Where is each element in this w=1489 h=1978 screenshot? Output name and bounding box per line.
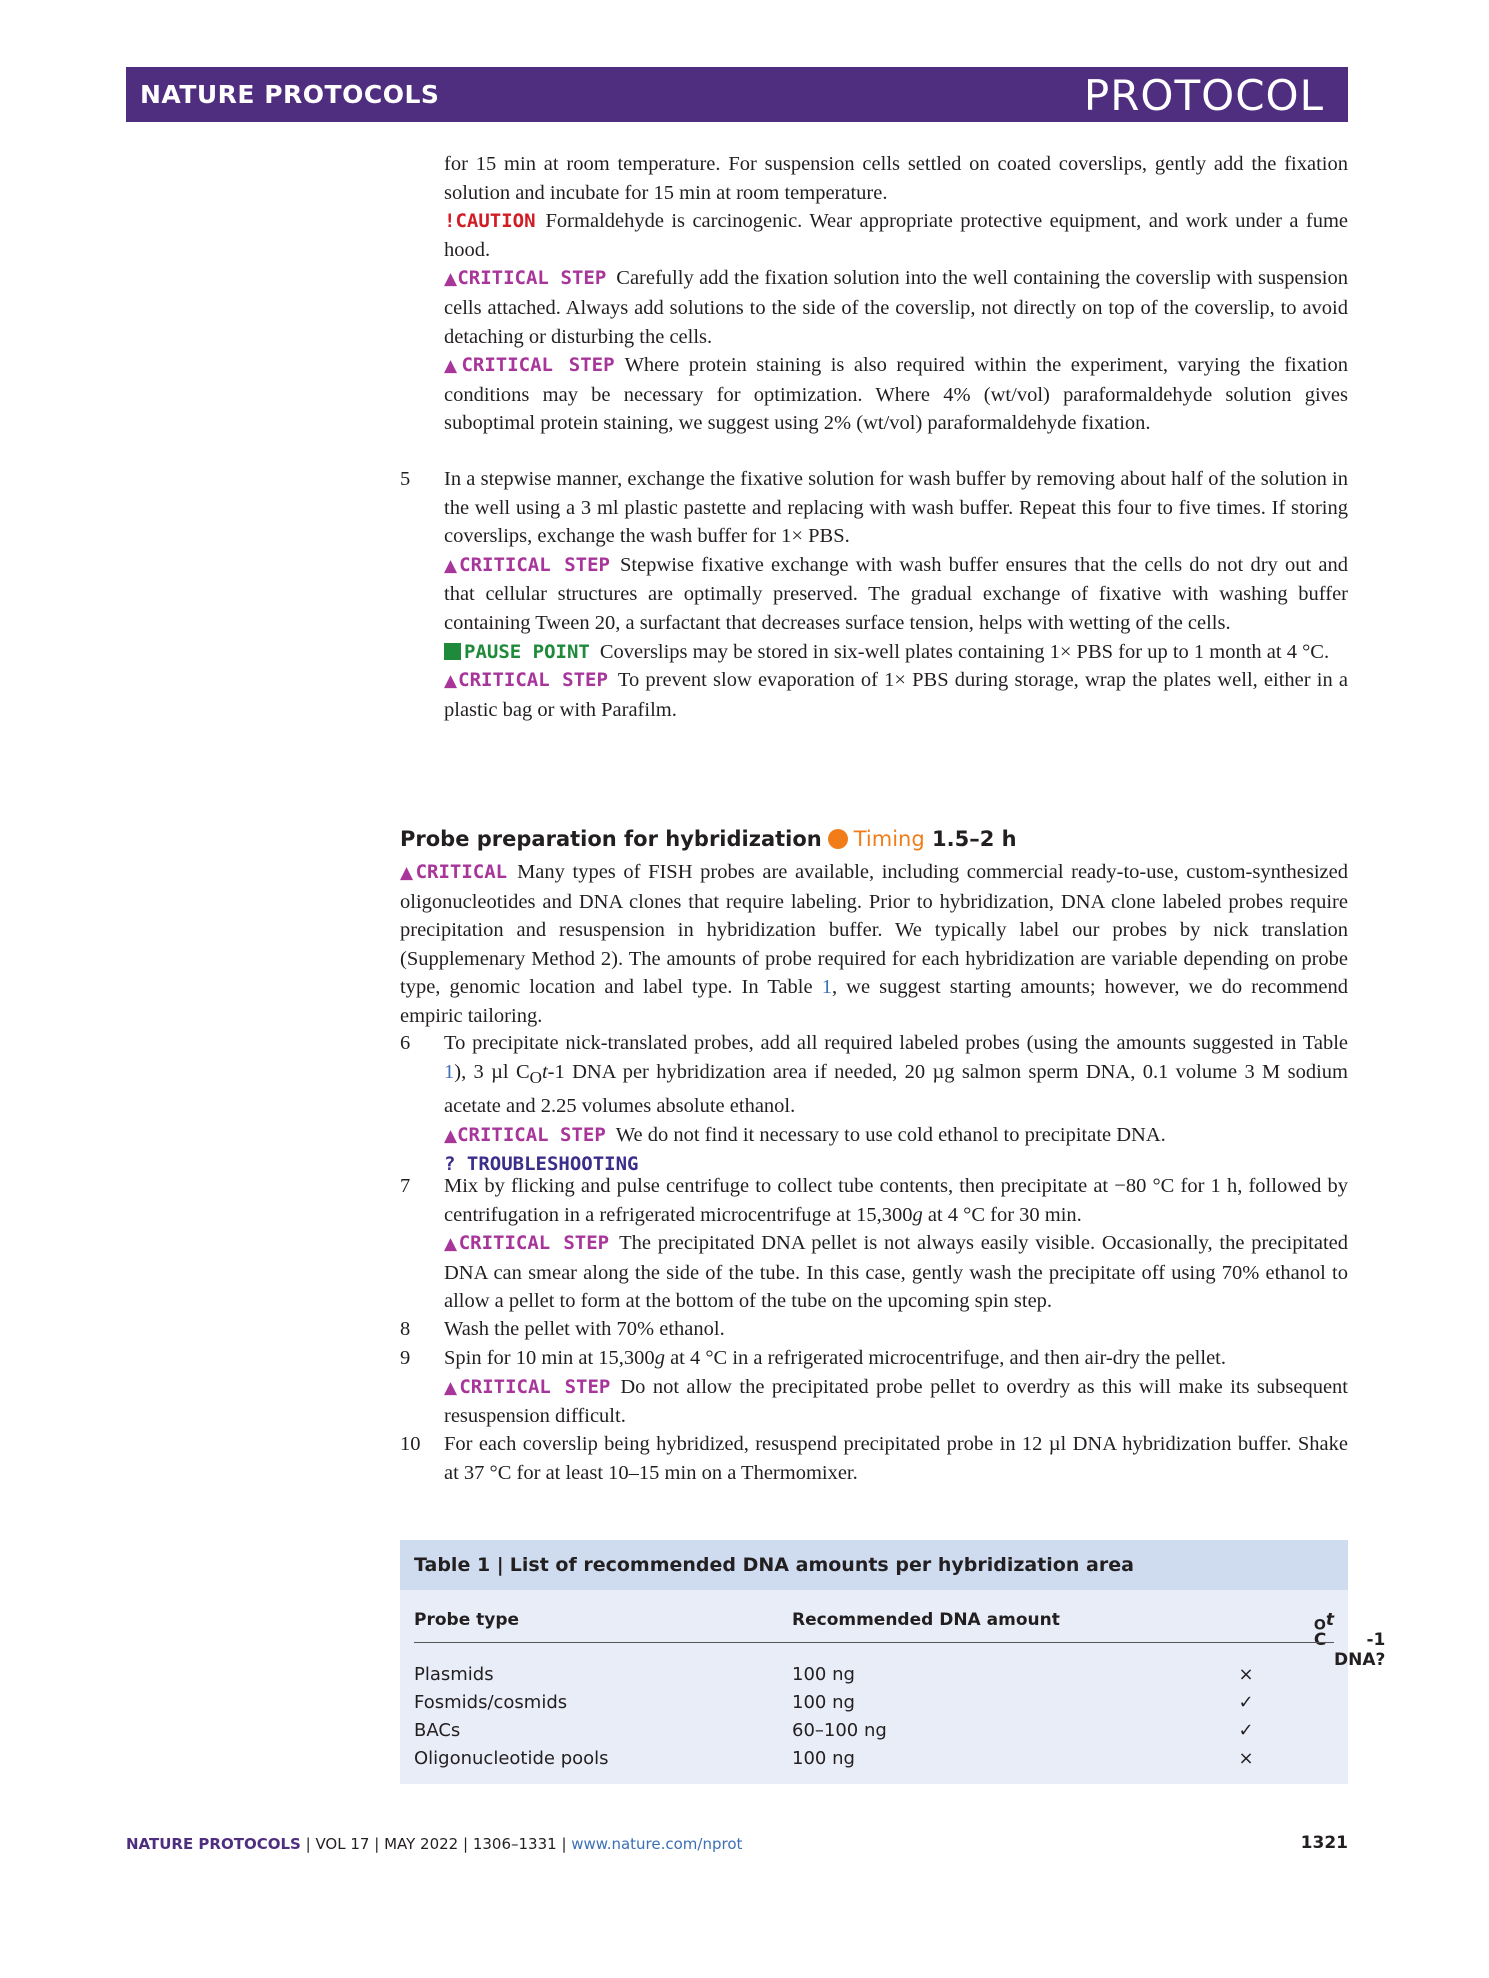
triangle-icon: ▲ [444,1234,459,1255]
step-10 [400,1430,1348,1487]
step-text: Spin for 10 min at 15,300g at 4 °C in a refrigerated microcentrifuge, and then air-dry the pellet. [444,1347,1226,1369]
step-text: In a stepwise manner, exchange the fixative solution for wash buffer by removing about half of the solution in the well using a 3 ml plastic pastette and replacing with wash buffer. Repeat this four to five times. If storing coverslips, exchange the wash buffer for 1× PBS. [444,468,1348,548]
table-row: Oligonucleotide pools 100 ng × [414,1748,1254,1769]
journal-name: NATURE PROTOCOLS [140,80,440,109]
step4-continuation [444,150,1348,438]
critical-step-label: ▲CRITICAL STEP [444,354,615,377]
critical-step-note: ▲CRITICAL STEP Carefully add the fixation solution into the well containing the coverslip with suspension cells attached. Always add solutions to the side of the coverslip, not directly on top of the coverslip, to avoid detaching or disturbing the cells. [444,267,1348,348]
table-header [400,1590,1386,1670]
table-1 [400,1540,1386,1784]
critical-step-label: ▲CRITICAL STEP [444,669,608,692]
triangle-icon: ▲ [444,1377,460,1398]
footer-journal: NATURE PROTOCOLS [126,1835,301,1853]
page-footer: NATURE PROTOCOLS | VOL 17 | MAY 2022 | 1306–1331 | www.nature.com/nprot [126,1835,743,1853]
table-caption: Table 1 | List of recommended DNA amounts per hybridization area [400,1540,1348,1590]
troubleshooting-link[interactable]: ? TROUBLESHOOTING [444,1153,639,1176]
footer-date: MAY 2022 [384,1835,459,1853]
paragraph: for 15 min at room temperature. For suspension cells settled on coated coverslips, gently add the fixation solution and incubate for 15 min at room temperature. [444,153,1348,204]
section-heading: Probe preparation for hybridization Timing 1.5–2 h [400,827,1017,851]
step-6 [400,1029,1348,1179]
step-number: 10 [400,1433,421,1455]
critical-step-note: ▲CRITICAL STEP Stepwise fixative exchange with wash buffer ensures that the cells do not dry out and that cellular structures are optimally preserved. The gradual exchange of fixative with washing buffer containing Tween 20, a surfactant that decreases surface tension, helps with wetting of the cells. [444,553,1348,634]
header-cot1: C $_O$t -1 DNA? [1313,1610,1386,1670]
footer-url[interactable]: www.nature.com/nprot [571,1835,743,1853]
critical-step-label: ▲CRITICAL STEP [444,1232,610,1255]
step-number: 9 [400,1347,411,1369]
table-row: Fosmids/cosmids 100 ng ✓ [414,1692,1254,1713]
step-text: To precipitate nick-translated probes, add all required labeled probes (using the amounts suggested in Table 1), 3 µl $C_Ot-1$ DNA per hybridization area if needed, 20 µg salmon sperm DNA, 0.1 volume 3 M sodium acetate and 2.25 volumes absolute ethanol. [444,1032,1348,1118]
triangle-icon: ▲ [444,269,458,290]
timing-icon [828,829,848,849]
journal-header [126,67,1348,122]
triangle-icon: ▲ [444,1125,458,1146]
critical-step-note: ▲CRITICAL STEP Do not allow the precipitated probe pellet to overdry as this will make its subsequent resuspension difficult. [444,1375,1348,1428]
caution-note: !CAUTION Formaldehyde is carcinogenic. Wear appropriate protective equipment, and work under a fume hood. [444,210,1348,261]
critical-step-label: ▲CRITICAL STEP [444,267,607,290]
critical-step-note: ▲CRITICAL STEP We do not find it necessary to use cold ethanol to precipitate DNA. [444,1123,1166,1146]
article-type: PROTOCOL [1083,71,1324,120]
footer-volume: VOL 17 [315,1835,370,1853]
table-row: Plasmids 100 ng × [414,1664,1254,1685]
step-9 [400,1344,1348,1431]
step-text: Wash the pellet with 70% ethanol. [444,1318,725,1340]
triangle-icon: ▲ [444,671,459,692]
step-number: 8 [400,1318,411,1340]
header-dna-amount: Recommended DNA amount [792,1610,1060,1630]
step-7 [400,1172,1348,1316]
step-number: 7 [400,1175,411,1197]
critical-label: ▲CRITICAL [400,861,508,883]
page-number: 1321 [1300,1833,1348,1853]
table-link[interactable]: 1 [821,976,832,999]
step-number: 6 [400,1032,411,1054]
table-row: BACs 60–100 ng ✓ [414,1720,1254,1741]
step-text: For each coverslip being hybridized, resuspend precipitated probe in 12 µl DNA hybridization buffer. Shake at 37 °C for at least 10–15 min on a Thermomixer. [444,1433,1348,1484]
critical-step-note: ▲CRITICAL STEP To prevent slow evaporation of 1× PBS during storage, wrap the plates well, either in a plastic bag or with Parafilm. [444,669,1348,721]
square-icon [444,643,461,660]
triangle-icon: ▲ [444,555,460,576]
step-text: Mix by flicking and pulse centrifuge to collect tube contents, then precipitate at −80 °C for 1 h, followed by centrifugation in a refrigerated microcentrifuge at 15,300g at 4 °C for 30 min. [444,1175,1348,1226]
pause-point-note: PAUSE POINT Coverslips may be stored in six-well plates containing 1× PBS for up to 1 month at 4 °C. [444,638,1348,667]
step-8 [400,1315,1348,1344]
pause-point-label: PAUSE POINT [444,641,590,663]
triangle-icon: ▲ [444,356,462,377]
critical-step-label: ▲CRITICAL STEP [444,1375,611,1398]
header-divider [414,1642,1334,1643]
critical-step-note: ▲CRITICAL STEP Where protein staining is also required within the experiment, varying the fixation conditions may be necessary for optimization. Where 4% (wt/vol) paraformaldehyde solution gives suboptimal protein staining, we suggest using 2% (wt/vol) paraformaldehyde fixation. [444,354,1348,435]
critical-step-label: ▲CRITICAL STEP [444,553,610,576]
footer-pages: 1306–1331 [472,1835,557,1853]
step-5 [400,465,1348,724]
critical-step-note: ▲CRITICAL STEP The precipitated DNA pellet is not always easily visible. Occasionally, the precipitated DNA can smear along the side of the tube. In this case, gently wash the precipitate off using 70% ethanol to allow a pellet to form at the bottom of the tube on the upcoming spin step. [444,1232,1348,1313]
caution-label: !CAUTION [444,210,536,233]
triangle-icon: ▲ [400,863,416,883]
critical-step-label: ▲CRITICAL STEP [444,1123,606,1146]
step-number: 5 [400,468,411,490]
table-link[interactable]: 1 [444,1060,455,1083]
header-probe-type: Probe type [414,1610,520,1630]
critical-paragraph: ▲CRITICAL Many types of FISH probes are available, including commercial ready-to-use, custom-synthesized oligonucleotides and DNA clones that require labeling. Prior to hybridization, DNA clone labeled probes require precipitation and resuspension in hybridization buffer. We typically label our probes by nick translation (Supplemenary Method 2). The amounts of probe required for each hybridization are variable depending on probe type, genomic location and label type. In Table 1, we suggest starting amounts; however, we do recommend empiric tailoring. [400,861,1349,1027]
